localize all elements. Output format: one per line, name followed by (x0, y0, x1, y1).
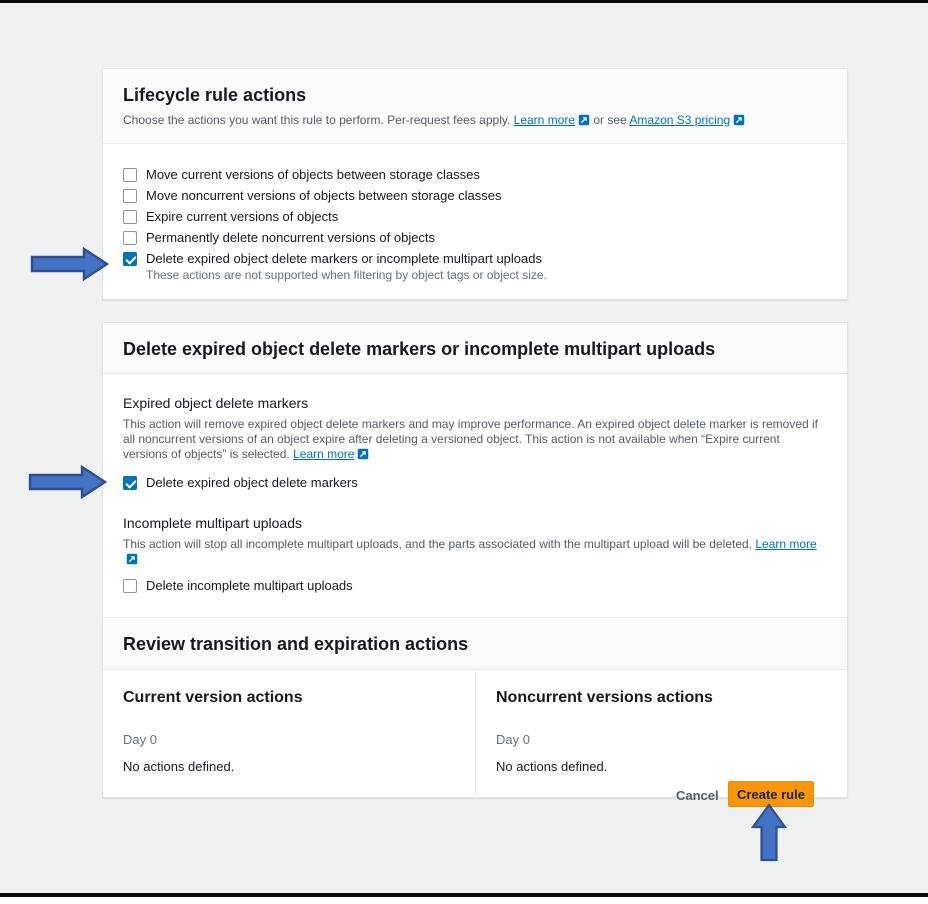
lifecycle-rule-actions-panel (102, 68, 848, 300)
checkbox-label: Delete expired object delete markers or incomplete multipart uploads (146, 251, 542, 266)
noncurrent-versions-actions-column (475, 670, 847, 797)
checkbox-row-delete-expired-markers-or-incomplete[interactable] (123, 252, 827, 266)
external-link-icon (357, 448, 369, 464)
checkbox-label: Move current versions of objects between storage classes (146, 167, 480, 182)
panel-header (103, 323, 847, 374)
checkbox-row-delete-incomplete-uploads[interactable] (123, 579, 827, 593)
checkbox[interactable] (123, 252, 137, 266)
learn-more-link[interactable]: Learn more (293, 447, 355, 461)
checkbox[interactable] (123, 476, 137, 490)
day-value: Day 0 (123, 732, 157, 747)
review-section-title: Review transition and expiration actions (123, 634, 469, 654)
external-link-icon (733, 114, 745, 130)
actions-status: No actions defined. (123, 759, 235, 774)
create-rule-button[interactable]: Create rule (728, 781, 814, 807)
checkbox-label: Delete incomplete multipart uploads (146, 578, 353, 593)
expired-markers-description (123, 417, 827, 464)
review-columns (103, 670, 847, 797)
screenshot-bottom-border (0, 893, 928, 897)
current-version-actions-column (103, 670, 475, 797)
checkbox-row-expire-current-versions[interactable] (123, 210, 827, 224)
incomplete-uploads-heading: Incomplete multipart uploads (123, 515, 302, 531)
s3-pricing-link[interactable]: Amazon S3 pricing (629, 113, 731, 127)
cancel-button[interactable]: Cancel (676, 788, 719, 803)
learn-more-link[interactable]: Learn more (513, 113, 576, 127)
panel-title: Lifecycle rule actions (123, 85, 307, 105)
description-text: Choose the actions you want this rule to perform. Per-request fees apply. (123, 113, 511, 127)
checkbox-label: Move noncurrent versions of objects between storage classes (146, 188, 502, 203)
panel-header (103, 69, 847, 144)
checkbox-row-permanently-delete-noncurrent[interactable] (123, 231, 827, 245)
checkbox[interactable] (123, 579, 137, 593)
panel-body (103, 374, 847, 618)
learn-more-link[interactable]: Learn more (755, 537, 817, 551)
column-heading: Current version actions (123, 689, 303, 706)
column-heading: Noncurrent versions actions (496, 689, 713, 706)
description-text: This action will stop all incomplete multipart uploads, and the parts associated with the multipart upload will be deleted. (123, 537, 753, 551)
checkbox-row-delete-expired-markers[interactable] (123, 476, 827, 490)
panel-title: Delete expired object delete markers or incomplete multipart uploads (123, 339, 716, 359)
day-value: Day 0 (496, 732, 530, 747)
checkbox-label: Expire current versions of objects (146, 209, 339, 224)
checkbox[interactable] (123, 189, 137, 203)
review-section-header (103, 618, 847, 670)
description-text: This action will remove expired object delete markers and may improve performance. An expired object delete marker is removed if all noncurrent versions of an object expire after deleting a versioned object. This action is not available when “Expire current versions of objects” is selected. (123, 417, 818, 461)
checkbox[interactable] (123, 168, 137, 182)
checkbox-label: Delete expired object delete markers (146, 475, 358, 490)
checkbox[interactable] (123, 210, 137, 224)
actions-not-supported-note: These actions are not supported when filtering by object tags or object size. (146, 268, 547, 282)
external-link-icon (578, 114, 590, 130)
description-text: or see (593, 113, 627, 127)
incomplete-uploads-description (123, 537, 827, 569)
checkbox-row-move-current-versions[interactable] (123, 168, 827, 182)
rule-actions-list (103, 144, 847, 299)
checkbox-row-move-noncurrent-versions[interactable] (123, 189, 827, 203)
actions-status: No actions defined. (496, 759, 608, 774)
checkbox-label: Permanently delete noncurrent versions of objects (146, 230, 436, 245)
external-link-icon (126, 553, 138, 569)
panel-description (123, 112, 827, 130)
checkbox[interactable] (123, 231, 137, 245)
delete-markers-panel (102, 322, 848, 798)
expired-markers-heading: Expired object delete markers (123, 395, 309, 411)
